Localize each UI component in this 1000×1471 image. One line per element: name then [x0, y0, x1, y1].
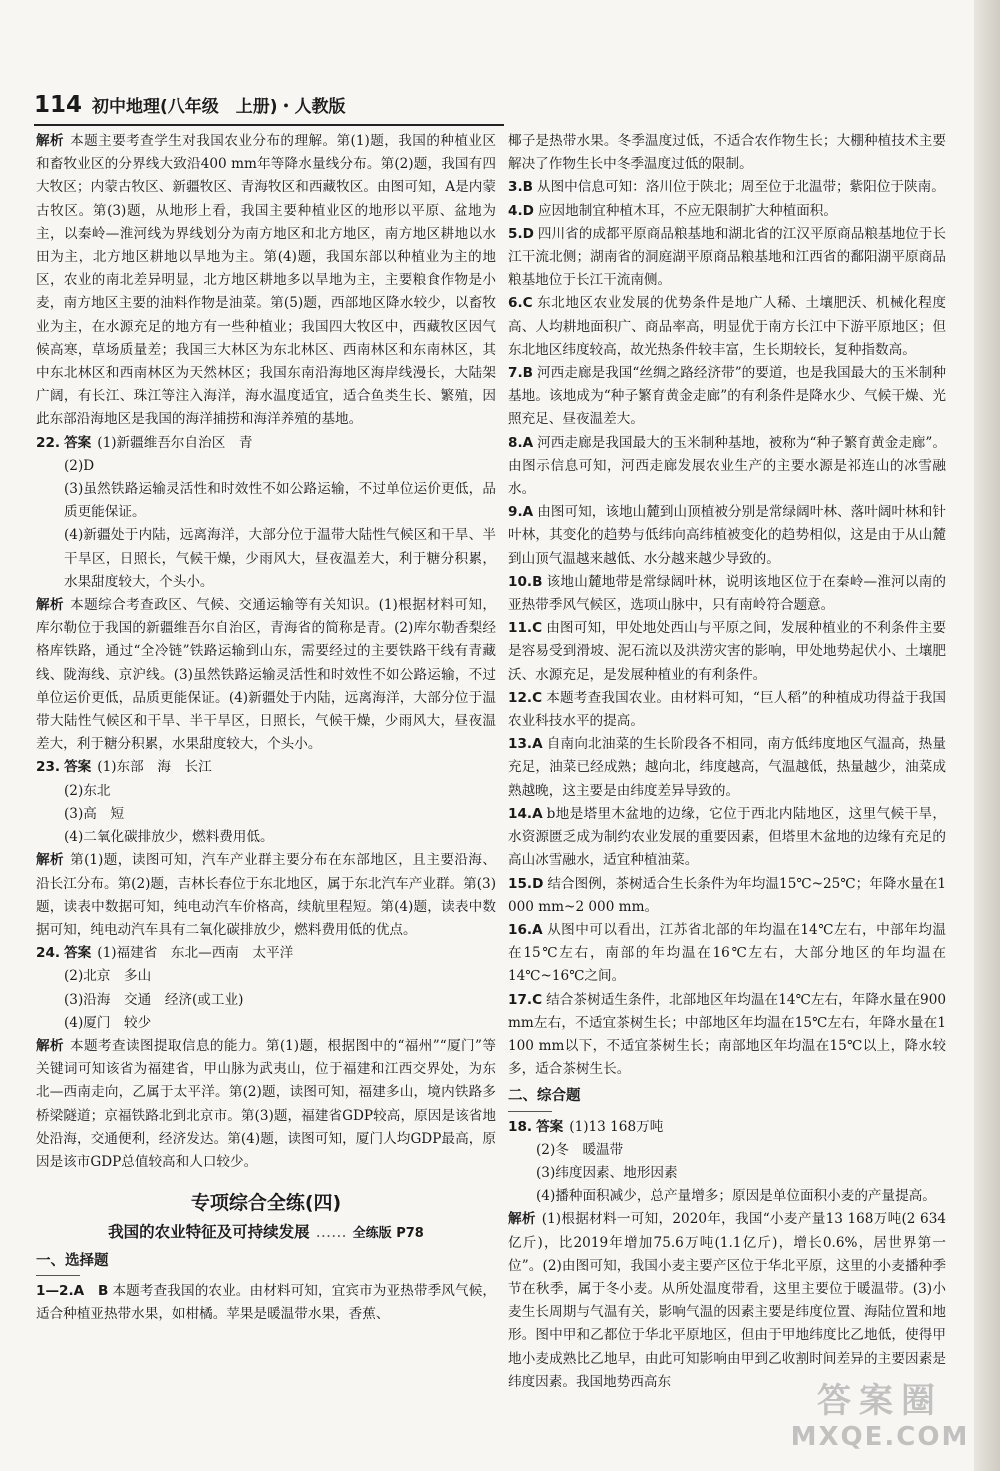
list-item	[508, 432, 946, 502]
analysis-text: 本题综合考查政区、气候、交通运输等有关知识。(1)根据材料可知，库尔勒位于我国的新疆维吾尔自治区，青海省的简称是青。(2)库尔勒香梨经格库铁路，通过“全冷链”铁路运输到山东，需要经过的主要铁路干线有青藏线、陇海线、京沪线。(3)虽然铁路运输灵活性和时效性不如公路运输，不过单位运价更低，品质更能保证。(4)新疆处于内陆，远离海洋，大部分位于温带大陆性气候区和干旱、半干旱区，日照长，气候干燥，少雨风大，昼夜温差大，利于糖分积累，水果甜度较大，个头小。	[36, 597, 497, 753]
answer-line: (4)新疆处于内陆，远离海洋，大部分位于温带大陆性气候区和干旱、半干旱区，日照长，气候干燥，少雨风大，昼夜温差大，利于糖分积累，水果甜度较大，个头小。	[64, 527, 496, 590]
answer-text: 由图可知，甲处地处西山与平原之间，发展种植业的不利条件主要是容易受到滑坡、泥石流以及洪涝灾害的影响，甲处地势起伏小、土壤肥沃、水源充足，是发展种植业的有利条件。	[508, 620, 946, 683]
q18-analysis	[508, 1208, 946, 1394]
analysis-text: (1)根据材料一可知，2020年，我国“小麦产量13 168万吨(2 634亿斤)，比2019年增加75.6万吨(1.1亿斤)，增长0.6%，居世界第一位”。(2)由图可知，我国小麦主要产区位于华北平原，这里的小麦播种季节在秋季，属于冬小麦。从所处温度带看，这里主要位于暖温带。(3)小麦生长周期与气温有关，影响气温的因素主要是纬度位置、海陆位置和地形。图中甲和乙都位于华北平原地区，但由于甲地纬度比乙地低，使得甲地小麦成熟比乙地早，由此可知影响由甲到乙收割时间差异的主要因素是纬度因素。我国地势西高东	[508, 1211, 947, 1390]
answer-label: 答案	[536, 1118, 564, 1135]
analysis-21	[36, 130, 496, 432]
question-number: 14.A	[508, 805, 543, 822]
answer-label: 答案	[64, 434, 92, 451]
question-number: 5.D	[508, 225, 534, 242]
analysis-text: 本题考查读图提取信息的能力。第(1)题，根据图中的“福州”“厦门”等关键词可知该省为福建省，甲山脉为武夷山，位于福建和江西交界处，为东北—西南走向，乙属于太平洋。第(2)题，读图可知，福建多山，境内铁路多桥梁隧道；京福铁路北到北京市。第(3)题，福建省GDP较高，原因是该省地处沿海，交通便利，经济发达。第(4)题，读图可知，厦门人均GDP最高，原因是该市GDP总值较高和人口较少。	[36, 1037, 496, 1170]
section-subtitle-text: 我国的农业特征及可持续发展	[108, 1223, 310, 1242]
q22-analysis	[36, 594, 496, 756]
answer-line: (4)厦门 较少	[64, 1014, 152, 1031]
q22-answer	[36, 432, 496, 455]
analysis-text: 第(1)题，读图可知，汽车产业群主要分布在东部地区，且主要沿海、沿长江分布。第(2)题，吉林长春位于东北地区，属于东北汽车产业群。第(3)题，读表中数据可知，纯电动汽车价格高，续航里程短。第(4)题，读表中数据可知，纯电动汽车具有二氧化碳排放少，燃料费用低的优点。	[36, 852, 497, 938]
question-number: 13.A	[508, 736, 543, 753]
answer-line: (2)D	[64, 457, 95, 474]
part2-heading: 二、综合题	[508, 1088, 581, 1105]
question-number: 6.C	[508, 295, 533, 312]
question-number: 23.	[36, 759, 61, 776]
section-title: 专项综合全练(四)	[190, 1192, 342, 1215]
list-item	[508, 803, 946, 873]
question-number: 9.A	[508, 504, 534, 521]
answer-line: (4)播种面积减少，总产量增多；原因是单位面积小麦的产量提高。	[536, 1188, 936, 1205]
question-number: 10.B	[508, 573, 543, 590]
analysis-label: 解析	[36, 597, 65, 614]
part1-heading: 一、选择题	[36, 1252, 109, 1269]
list-item	[508, 617, 946, 687]
watermark-url: MXQE.COM	[790, 1422, 970, 1452]
watermark-logo	[780, 1373, 980, 1455]
question-number: 4.D	[508, 202, 534, 219]
list-item	[508, 200, 946, 223]
answer-text: 东北地区农业发展的优势条件是地广人稀、土壤肥沃、机械化程度高、人均耕地面积广、商品率高，明显优于南方长江中下游平原地区；但东北地区纬度较高，故光热条件较丰富，生长期较长，复种指数高。	[508, 295, 946, 358]
answer-line: (4)二氧化碳排放少，燃料费用低。	[64, 829, 274, 846]
header-rule	[34, 124, 504, 126]
page-header	[34, 92, 504, 126]
analysis-label: 解析	[36, 133, 65, 149]
page-number: 114	[34, 92, 83, 118]
list-item	[508, 687, 946, 733]
list-item	[508, 223, 946, 293]
analysis-label: 解析	[36, 852, 65, 869]
list-item	[508, 292, 946, 362]
question-number: 15.D	[508, 875, 544, 892]
question-number: 24.	[36, 945, 61, 962]
list-item	[508, 733, 946, 803]
heading-rule	[508, 1111, 552, 1112]
watermark-text: 答案圈	[817, 1381, 943, 1421]
question-number: 22.	[36, 434, 61, 451]
section-subtitle	[36, 1221, 496, 1245]
analysis-label: 解析	[508, 1211, 536, 1228]
list-item	[508, 571, 946, 617]
question-number: 3.B	[508, 179, 533, 196]
answer-label: 答案	[64, 759, 92, 776]
q23-analysis	[36, 849, 496, 942]
question-number: 8.A	[508, 434, 534, 451]
answer-line: (2)北京 多山	[64, 968, 152, 985]
question-number: 18.	[508, 1118, 533, 1135]
answer-list	[508, 176, 946, 1081]
left-column	[36, 130, 496, 1326]
answer-text: 本题考查我国的农业。由材料可知，宜宾市为亚热带季风气候，适合种植亚热带水果，如柑橘。苹果是暖温带水果，香蕉、	[36, 1282, 497, 1322]
question-number: 11.C	[508, 620, 543, 637]
answer-line: (3)高 短	[64, 805, 125, 822]
answer-text: 从图中可以看出，江苏省北部的年均温在14℃左右，中部年均温在15℃左右，南部的年均温在16℃左右，大部分地区的年均温在14℃~16℃之间。	[508, 921, 946, 985]
question-number: 16.A	[508, 921, 543, 938]
continued-text: 椰子是热带水果。冬季温度过低，不适合农作物生长；大棚种植技术主要解决了作物生长中冬季温度过低的限制。	[508, 133, 946, 173]
answer-line: (1)东部 海 长江	[97, 759, 212, 776]
list-item	[508, 501, 946, 571]
section-page-ref: 全练版 P78	[352, 1226, 424, 1242]
list-item	[508, 919, 946, 989]
answer-line: (2)冬 暖温带	[536, 1141, 624, 1158]
list-item	[508, 989, 946, 1082]
q24-analysis	[36, 1035, 496, 1174]
list-item	[508, 873, 946, 919]
q23-answer	[36, 756, 496, 779]
q1-2-answer	[36, 1280, 496, 1326]
answer-text: 从图中信息可知：洛川位于陕北；周至位于北温带；紫阳位于陕南。	[536, 179, 945, 196]
answer-text: 本题考查我国农业。由材料可知，“巨人稻”的种植成功得益于我国农业科技水平的提高。	[508, 689, 946, 730]
heading-rule	[36, 1275, 80, 1276]
page-edge-shadow	[974, 0, 1000, 1471]
list-item	[508, 362, 946, 432]
answer-text: b地是塔里木盆地的边缘，它位于西北内陆地区，这里气候干旱，水资源匮乏成为制约农业发展的重要因素，但塔里木盆地的边缘有充足的高山冰雪融水，适宜种植油菜。	[508, 805, 946, 869]
answer-line: (3)沿海 交通 经济(或工业)	[64, 991, 244, 1008]
answer-line: (1)福建省 东北—西南 太平洋	[97, 945, 294, 962]
answer-line: (2)东北	[64, 782, 111, 799]
answer-text: 应因地制宜种植木耳，不应无限制扩大种植面积。	[537, 202, 837, 219]
answer-text: 河西走廊是我国“丝绸之路经济带”的要道，也是我国最大的玉米制种基地。该地成为“种子繁育黄金走廊”的有利条件是降水少、气候干燥、光照充足、昼夜温差大。	[508, 365, 946, 428]
analysis-label: 解析	[36, 1037, 64, 1054]
answer-text: 由图可知，该地山麓到山顶植被分别是常绿阔叶林、落叶阔叶林和针叶林，其变化的趋势与低纬向高纬植被变化的趋势相似，这是由于从山麓到山顶气温越来越低、水分越来越少导致的。	[508, 504, 946, 567]
question-number: 12.C	[508, 689, 543, 706]
analysis-text: 本题主要考查学生对我国农业分布的理解。第(1)题，我国的种植业区和畜牧业区的分界线大致沿400 mm年等降水量线分布。第(2)题，我国有四大牧区；内蒙古牧区、新疆牧区、青海牧区和西藏牧区。由图可知，A是内蒙古牧区。第(3)题，从地形上看，我国主要种植业区的地形以平原、盆地为主，以秦岭—淮河线为界线划分为南方地区和北方地区，南方地区耕地以水田为主，北方地区耕地以旱地为主。第(4)题，我国东部以种植业为主的地区，农业的南北差异明显，北方地区耕地多以旱地为主，主要粮食作物是小麦，南方地区主要的油料作物是油菜。第(5)题，西部地区降水较少，以畜牧业为主，在水源充足的地方有一些种植业；我国四大牧区中，西藏牧区因气候高寒，草场质量差；我国三大林区为东北林区、西南林区和东南林区，其中东北林区和西南林区为天然林区；我国东南沿海地区海岸线漫长，大陆架广阔，有长江、珠江等注入海洋，海水温度适宜，适合鱼类生长、繁殖，因此东部沿海地区是我国的海洋捕捞和海洋养殖的基地。	[36, 133, 497, 428]
answer-label: 答案	[64, 945, 92, 962]
q24-answer	[36, 942, 496, 965]
answer-text: 该地山麓地带是常绿阔叶林，说明该地区位于在秦岭—淮河以南的亚热带季风气候区，选项山脉中，只有南岭符合题意。	[508, 573, 946, 614]
answer-line: (3)虽然铁路运输灵活性和时效性不如公路运输，不过单位运价更低，品质更能保证。	[64, 481, 496, 521]
right-column	[508, 130, 946, 1394]
book-title: 初中地理(八年级 上册)・人教版	[92, 97, 346, 117]
answer-line: (3)纬度因素、地形因素	[536, 1164, 678, 1181]
leader-dots: ……	[315, 1223, 347, 1242]
q18-answer	[508, 1116, 946, 1139]
question-number: 1—2.A B	[36, 1282, 109, 1299]
answer-line: (1)13 168万吨	[569, 1118, 664, 1135]
answer-text: 自南向北油菜的生长阶段各不相同，南方低纬度地区气温高，热量充足，油菜已经成熟；越向北，纬度越高，气温越低，热量越少，油菜成熟越晚，这主要是由纬度差异导致的。	[508, 736, 946, 799]
answer-text: 四川省的成都平原商品粮基地和湖北省的江汉平原商品粮基地位于长江干流北侧；湖南省的洞庭湖平原商品粮基地和江西省的鄱阳湖平原商品粮基地位于长江干流南侧。	[508, 225, 946, 289]
answer-text: 结合茶树适生条件，北部地区年均温在14℃左右，年降水量在900 mm左右，不适宜茶树生长；中部地区年均温在15℃左右，年降水量在1 100 mm以下，不适宜茶树生长；南部地区年均温在15℃以上，降水较多，适合茶树生长。	[508, 991, 946, 1078]
list-item	[508, 176, 946, 199]
question-number: 7.B	[508, 365, 533, 382]
answer-line: (1)新疆维吾尔自治区 青	[97, 434, 253, 451]
answer-text: 结合图例，茶树适合生长条件为年均温15℃~25℃；年降水量在1 000 mm~2 000 mm。	[508, 875, 946, 915]
question-number: 17.C	[508, 991, 543, 1008]
answer-text: 河西走廊是我国最大的玉米制种基地，被称为“种子繁育黄金走廊”。由图示信息可知，河西走廊发展农业生产的主要水源是祁连山的冰雪融水。	[508, 434, 946, 498]
